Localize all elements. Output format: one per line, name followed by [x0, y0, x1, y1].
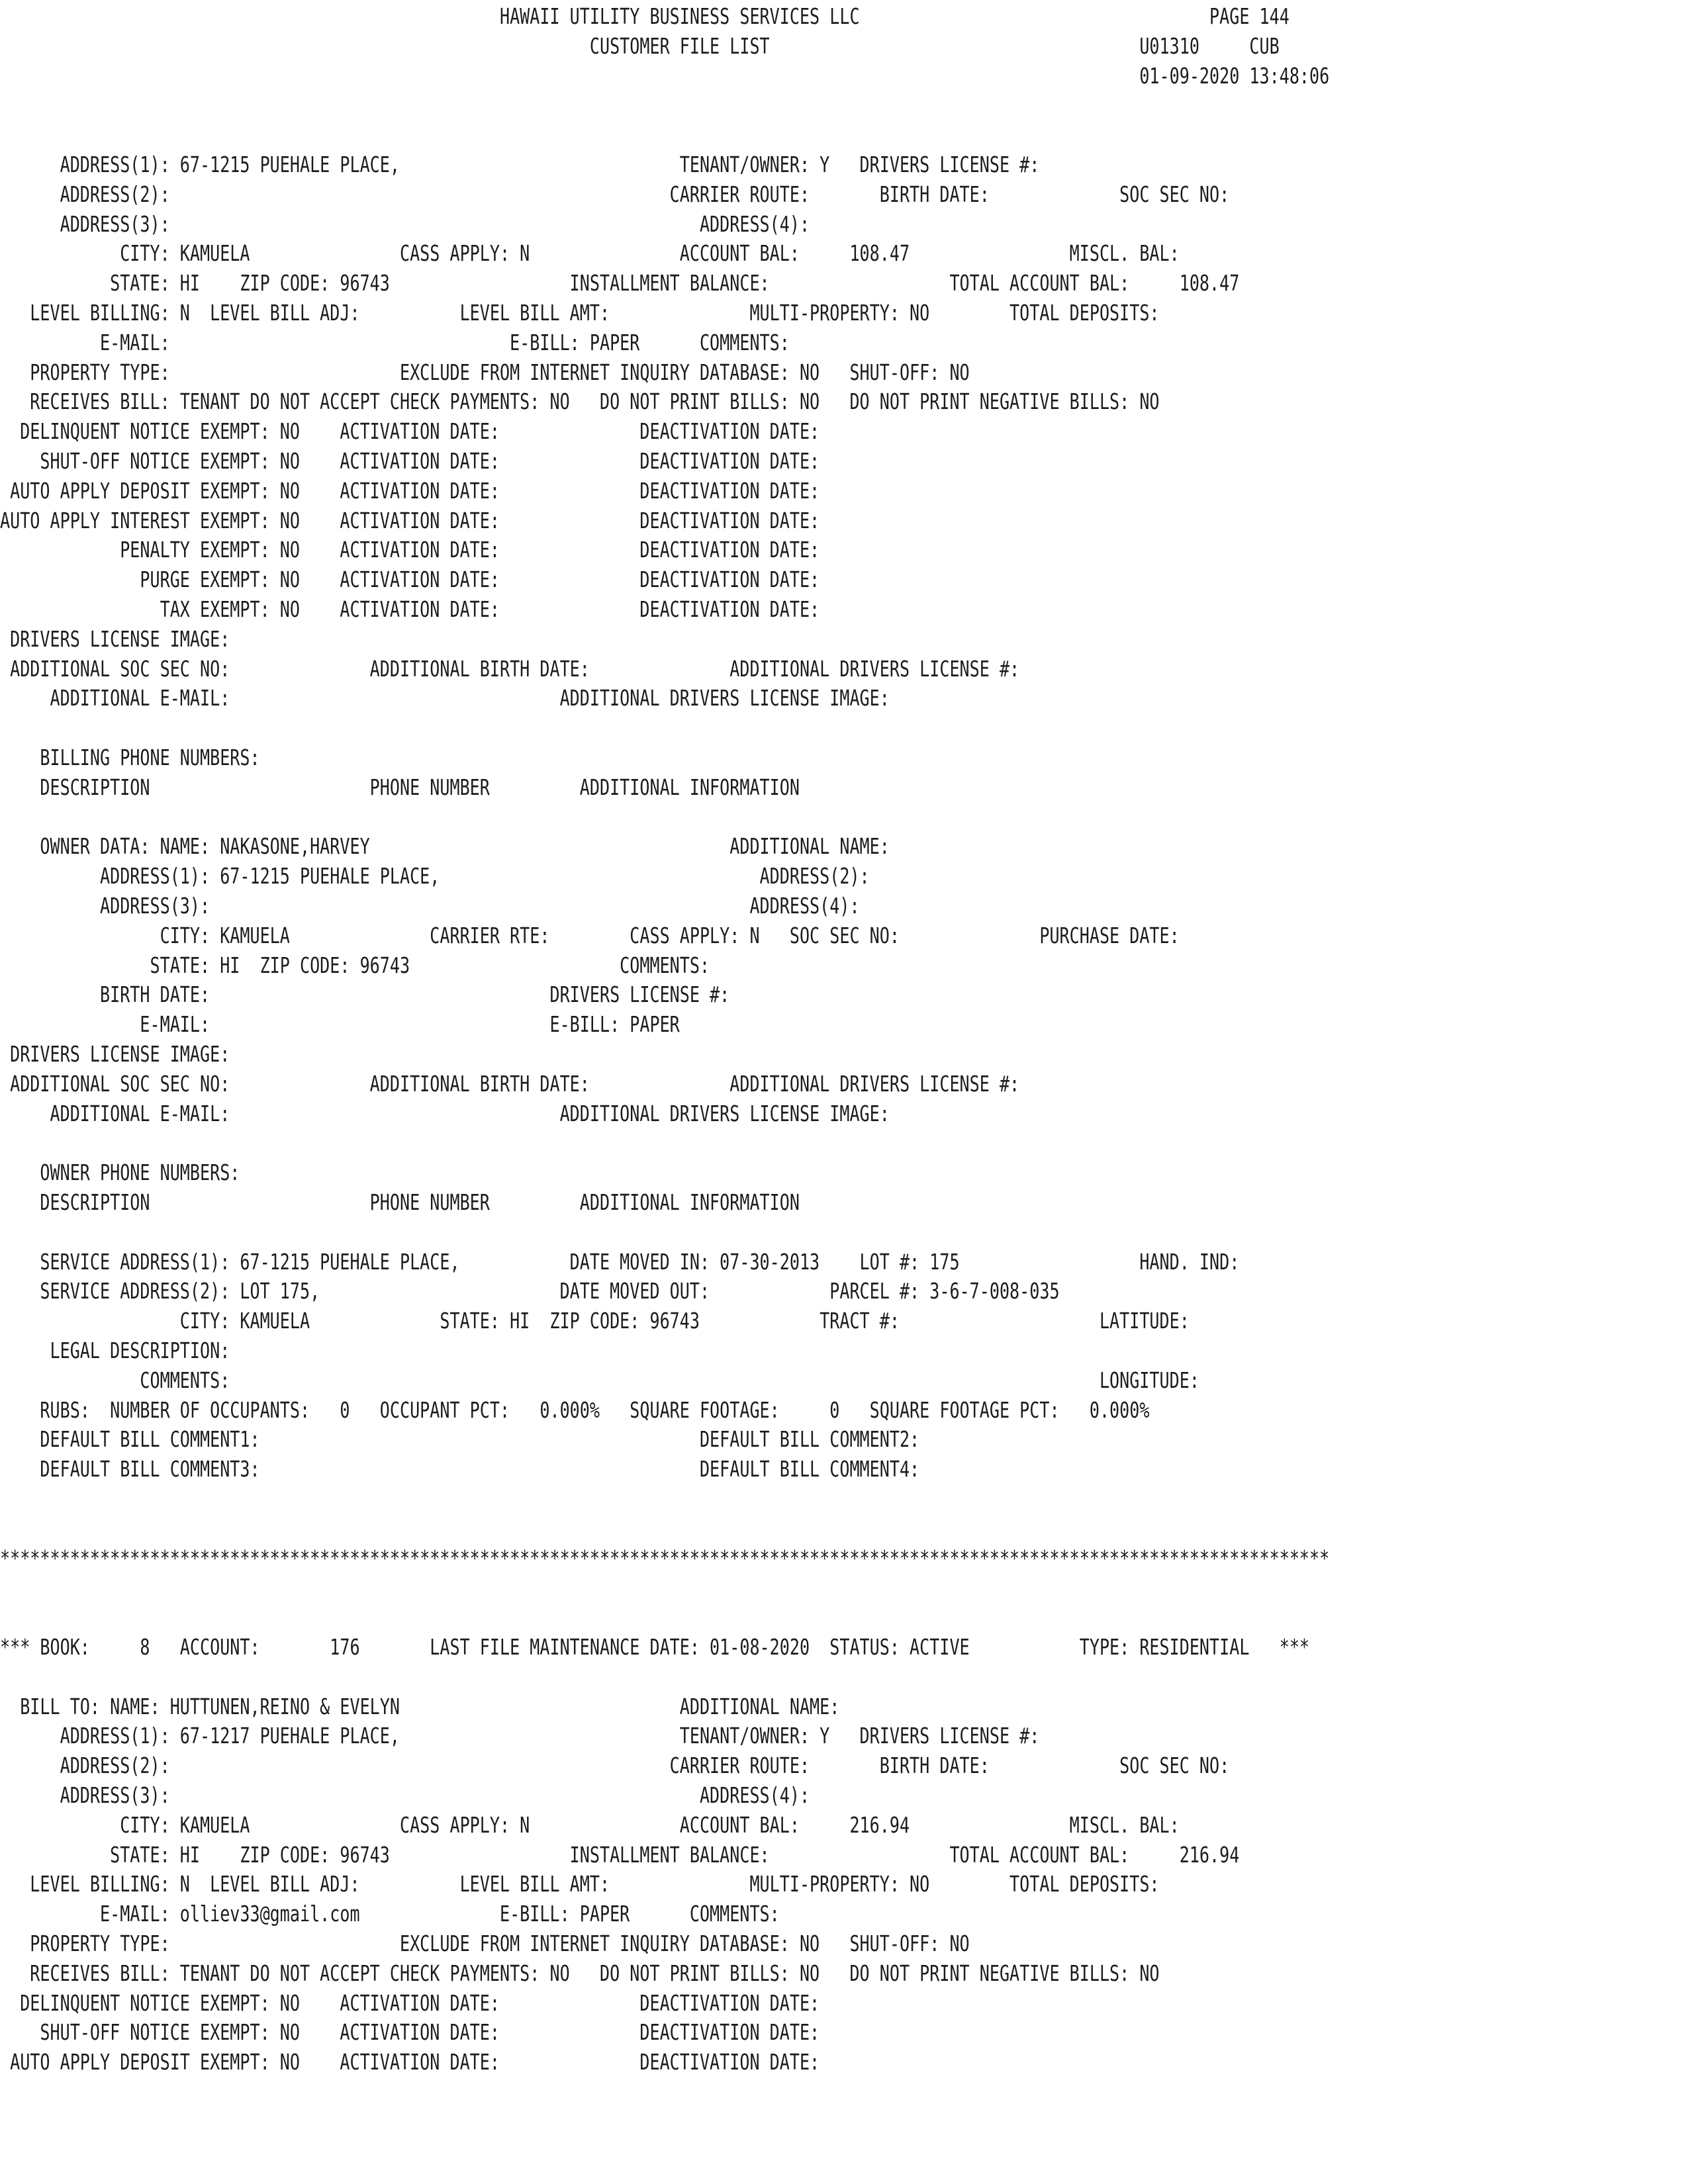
report-line: SERVICE ADDRESS(1): 67-1215 PUEHALE PLACE, DATE MOVED IN: 07-30-2013 LOT #: 175 HAND. IND:: [0, 1248, 1240, 1275]
report-line: CITY: KAMUELA CASS APPLY: N ACCOUNT BAL: 108.47 MISCL. BAL:: [0, 240, 1180, 267]
report-line: [0, 1572, 1283, 1602]
report-line: *** BOOK: 8 ACCOUNT: 176 LAST FILE MAINTENANCE DATE: 01-08-2020 STATUS: ACTIVE TYPE: RESIDENTIAL ***: [0, 1634, 1310, 1660]
report-line: STATE: HI ZIP CODE: 96743 INSTALLMENT BALANCE: TOTAL ACCOUNT BAL: 108.47: [0, 270, 1240, 296]
report-line: ADDITIONAL SOC SEC NO: ADDITIONAL BIRTH DATE: ADDITIONAL DRIVERS LICENSE #:: [0, 1070, 1020, 1097]
report-line: [0, 1514, 1283, 1543]
report-line: BILL TO: NAME: HUTTUNEN,REINO & EVELYN ADDITIONAL NAME:: [0, 1693, 840, 1719]
report-line: DELINQUENT NOTICE EXEMPT: NO ACTIVATION DATE: DEACTIVATION DATE:: [0, 418, 820, 445]
report-line: OWNER PHONE NUMBERS:: [0, 1160, 240, 1186]
report-line: PURGE EXEMPT: NO ACTIVATION DATE: DEACTIVATION DATE:: [0, 567, 820, 593]
report-line: SERVICE ADDRESS(2): LOT 175, DATE MOVED OUT: PARCEL #: 3-6-7-008-035: [0, 1278, 1060, 1304]
report-line: BIRTH DATE: DRIVERS LICENSE #:: [0, 981, 730, 1008]
report-line: [0, 1128, 1283, 1158]
report-line: OWNER DATA: NAME: NAKASONE,HARVEY ADDITIONAL NAME:: [0, 833, 890, 860]
report-line: DRIVERS LICENSE IMAGE:: [0, 1041, 230, 1067]
report-line: AUTO APPLY DEPOSIT EXEMPT: NO ACTIVATION DATE: DEACTIVATION DATE:: [0, 2049, 820, 2075]
report-line: [0, 1484, 1283, 1514]
report-line: [0, 713, 1283, 743]
report-line: ADDITIONAL SOC SEC NO: ADDITIONAL BIRTH DATE: ADDITIONAL DRIVERS LICENSE #:: [0, 655, 1020, 682]
report-line: ADDITIONAL E-MAIL: ADDITIONAL DRIVERS LICENSE IMAGE:: [0, 685, 890, 711]
report-line: ADDRESS(1): 67-1217 PUEHALE PLACE, TENANT/OWNER: Y DRIVERS LICENSE #:: [0, 1723, 1040, 1749]
report-line: [0, 802, 1283, 832]
report-line: PROPERTY TYPE: EXCLUDE FROM INTERNET INQUIRY DATABASE: NO SHUT-OFF: NO: [0, 359, 970, 385]
report-line: PENALTY EXEMPT: NO ACTIVATION DATE: DEACTIVATION DATE:: [0, 537, 820, 563]
report-line: [0, 90, 1283, 120]
report-line: E-MAIL: olliev33@gmail.com E-BILL: PAPER COMMENTS:: [0, 1901, 780, 1927]
report-line: [0, 1662, 1283, 1692]
report-line: ADDRESS(3): ADDRESS(4):: [0, 210, 810, 237]
report-line: STATE: HI ZIP CODE: 96743 INSTALLMENT BALANCE: TOTAL ACCOUNT BAL: 216.94: [0, 1841, 1240, 1868]
report-line: RUBS: NUMBER OF OCCUPANTS: 0 OCCUPANT PCT: 0.000% SQUARE FOOTAGE: 0 SQUARE FOOTAGE PCT: 0.000%: [0, 1396, 1150, 1423]
report-line: SHUT-OFF NOTICE EXEMPT: NO ACTIVATION DATE: DEACTIVATION DATE:: [0, 2019, 820, 2046]
report-line: ADDRESS(1): 67-1215 PUEHALE PLACE, TENANT/OWNER: Y DRIVERS LICENSE #:: [0, 152, 1040, 177]
report-line: RECEIVES BILL: TENANT DO NOT ACCEPT CHECK PAYMENTS: NO DO NOT PRINT BILLS: NO DO NOT PRINT NEGATIVE BILLS: NO: [0, 1960, 1160, 1986]
report-line: LEVEL BILLING: N LEVEL BILL ADJ: LEVEL BILL AMT: MULTI-PROPERTY: NO TOTAL DEPOSITS:: [0, 1871, 1160, 1897]
report-line: CITY: KAMUELA CASS APPLY: N ACCOUNT BAL: 216.94 MISCL. BAL:: [0, 1811, 1180, 1838]
report-line: AUTO APPLY DEPOSIT EXEMPT: NO ACTIVATION DATE: DEACTIVATION DATE:: [0, 477, 820, 504]
report-header-line: CUSTOMER FILE LIST U01310 CUB: [0, 32, 1280, 59]
report-line: AUTO APPLY INTEREST EXEMPT: NO ACTIVATION DATE: DEACTIVATION DATE:: [0, 507, 820, 533]
report-line: DESCRIPTION PHONE NUMBER ADDITIONAL INFORMATION: [0, 1189, 800, 1215]
report-line: DEFAULT BILL COMMENT1: DEFAULT BILL COMMENT2:: [0, 1426, 920, 1453]
report-line: PROPERTY TYPE: EXCLUDE FROM INTERNET INQUIRY DATABASE: NO SHUT-OFF: NO: [0, 1931, 970, 1956]
report-line: E-MAIL: E-BILL: PAPER COMMENTS:: [0, 329, 790, 355]
report-line: ADDRESS(3): ADDRESS(4):: [0, 893, 860, 919]
report-line: DRIVERS LICENSE IMAGE:: [0, 625, 230, 652]
report-line: CITY: KAMUELA CARRIER RTE: CASS APPLY: N SOC SEC NO: PURCHASE DATE:: [0, 922, 1180, 948]
report-line: *************************************************************************************************************************************: [0, 1545, 1330, 1571]
report-line: E-MAIL: E-BILL: PAPER: [0, 1011, 680, 1038]
report-line: ADDRESS(2): CARRIER ROUTE: BIRTH DATE: SOC SEC NO:: [0, 1752, 1230, 1779]
report-line: DEFAULT BILL COMMENT3: DEFAULT BILL COMMENT4:: [0, 1456, 920, 1482]
report-line: COMMENTS: LONGITUDE:: [0, 1367, 1199, 1393]
report-line: ADDRESS(3): ADDRESS(4):: [0, 1782, 810, 1808]
report-header-line: HAWAII UTILITY BUSINESS SERVICES LLC PAGE 144: [0, 3, 1289, 29]
report-line: [0, 1217, 1283, 1247]
report-line: BILLING PHONE NUMBERS:: [0, 745, 260, 770]
report-line: CITY: KAMUELA STATE: HI ZIP CODE: 96743 TRACT #: LATITUDE:: [0, 1308, 1190, 1334]
report-line: TAX EXEMPT: NO ACTIVATION DATE: DEACTIVATION DATE:: [0, 596, 820, 622]
report-line: LEVEL BILLING: N LEVEL BILL ADJ: LEVEL BILL AMT: MULTI-PROPERTY: NO TOTAL DEPOSITS:: [0, 300, 1160, 326]
report-line: SHUT-OFF NOTICE EXEMPT: NO ACTIVATION DATE: DEACTIVATION DATE:: [0, 448, 820, 474]
report-line: ADDITIONAL E-MAIL: ADDITIONAL DRIVERS LICENSE IMAGE:: [0, 1100, 890, 1126]
report-line: ADDRESS(2): CARRIER ROUTE: BIRTH DATE: SOC SEC NO:: [0, 181, 1230, 207]
report-line: DELINQUENT NOTICE EXEMPT: NO ACTIVATION DATE: DEACTIVATION DATE:: [0, 1989, 820, 2016]
report-line: [0, 120, 1283, 150]
report-line: STATE: HI ZIP CODE: 96743 COMMENTS:: [0, 952, 710, 978]
report-line: DESCRIPTION PHONE NUMBER ADDITIONAL INFORMATION: [0, 774, 800, 800]
report-line: LEGAL DESCRIPTION:: [0, 1338, 230, 1363]
report-line: RECEIVES BILL: TENANT DO NOT ACCEPT CHECK PAYMENTS: NO DO NOT PRINT BILLS: NO DO NOT PRINT NEGATIVE BILLS: NO: [0, 388, 1160, 415]
report-header-line: 01-09-2020 13:48:06: [0, 62, 1330, 89]
report-line: [0, 1602, 1283, 1632]
report-line: ADDRESS(1): 67-1215 PUEHALE PLACE, ADDRESS(2):: [0, 863, 870, 889]
